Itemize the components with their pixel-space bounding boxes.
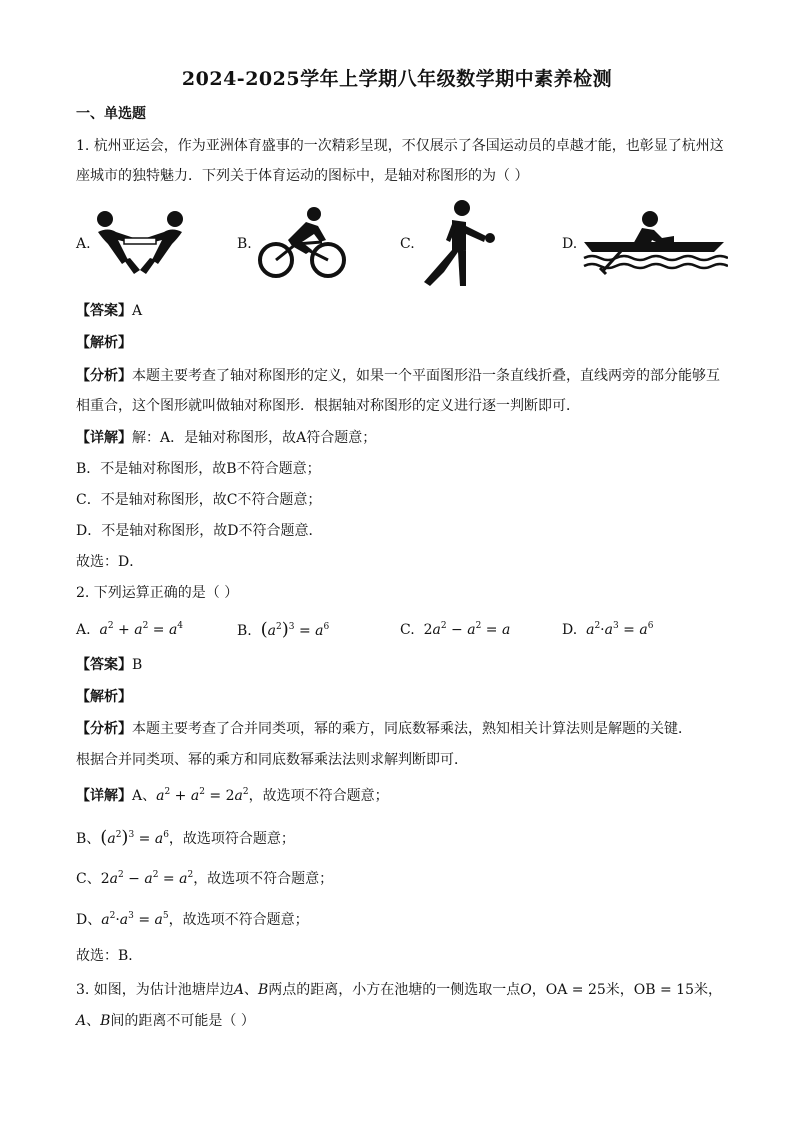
q2-detail-a: 【详解】A、$a^2 + a^2 = 2a^2$，故选项不符合题意； [76, 787, 389, 804]
xiangjie-tag: 【详解】 [76, 430, 132, 446]
detail-text: ，故选项不符合题意； [248, 788, 389, 804]
q2-option-c: C. $2a^2 - a^2 = a$ [400, 621, 511, 638]
q1-detail-line1 [76, 428, 376, 448]
q1-fenxi-line2: 相重合，这个图形就叫做轴对称图形．根据轴对称图形的定义进行逐一判断即可． [76, 398, 580, 414]
detail-text: ，故选项不符合题意； [168, 912, 309, 928]
detail-text: 解：A．是轴对称图形，故A符合题意； [132, 430, 377, 446]
fenxi-tag: 【分析】 [76, 368, 132, 384]
detail-text: ，故选项不符合题意； [193, 871, 334, 887]
q2-answer [76, 655, 142, 675]
q2-fenxi-line1 [76, 719, 692, 739]
q2-option-d: D. $a^2\cdot a^3 = a^6$ [562, 621, 654, 638]
q2-stem: 2. 下列运算正确的是（ ） [76, 585, 239, 601]
q2-analysis-tag: 【解析】 [76, 689, 132, 705]
answer-value: A [132, 303, 143, 319]
q1-analysis-tag: 【解析】 [76, 335, 132, 351]
answer-tag: 【答案】 [76, 303, 132, 319]
q2-option-a: A. $a^2 + a^2 = a^4$ [76, 621, 184, 638]
handball-icon [420, 200, 496, 288]
fenxi-text: 本题主要考查了轴对称图形的定义，如果一个平面图形沿一条直线折叠，直线两旁的部分能够互 [132, 368, 720, 384]
fenxi-tag: 【分析】 [76, 721, 132, 737]
q1-option-b-label: B. [237, 236, 252, 252]
q3-stem-line2: A、B间的距离不可能是（ ） [76, 1013, 255, 1029]
detail-text: ，故选项符合题意； [168, 831, 295, 847]
q1-option-c-label: C. [400, 236, 415, 252]
q1-option-d-label: D. [562, 236, 578, 252]
q2-option-b: B. $(a^2)^3 = a^6$ [237, 619, 330, 640]
q1-option-a-label: A. [76, 236, 91, 252]
canoeing-icon [582, 210, 728, 276]
answer-value: B [132, 657, 143, 673]
q2-detail-b: B、$(a^2)^3 = a^6$，故选项符合题意； [76, 827, 295, 848]
q1-fenxi-line1 [76, 366, 720, 386]
xiangjie-tag: 【详解】 [76, 788, 132, 804]
q1-stem-line1: 1. 杭州亚运会，作为亚洲体育盛事的一次精彩呈现，不仅展示了各国运动员的卓越才能，也彰显了杭州这 [76, 138, 724, 154]
q1-choose: 故选：D． [76, 554, 144, 570]
q1-detail-line4: D．不是轴对称图形，故D不符合题意． [76, 523, 323, 539]
q2-detail-d: D、$a^2\cdot a^3 = a^5$，故选项不符合题意； [76, 911, 309, 928]
page-title: 2024-2025学年上学期八年级数学期中素养检测 [181, 68, 613, 90]
q1-detail-line3: C．不是轴对称图形，故C不符合题意； [76, 492, 322, 508]
q2-fenxi-line2: 根据合并同类项、幂的乘方和同底数幂乘法法则求解判断即可． [76, 752, 468, 768]
fenxi-text: 本题主要考查了合并同类项，幂的乘方，同底数幂乘法，熟知相关计算法则是解题的关键． [132, 721, 692, 737]
section-heading: 一、单选题 [76, 106, 146, 122]
q2-detail-c: C、$2a^2 - a^2 = a^2$，故选项不符合题意； [76, 870, 334, 887]
q1-detail-line2: B．不是轴对称图形，故B不符合题意； [76, 461, 321, 477]
answer-tag: 【答案】 [76, 657, 132, 673]
rowing-icon [94, 210, 186, 276]
q1-stem-line2: 座城市的独特魅力．下列关于体育运动的图标中，是轴对称图形的为（ ） [76, 168, 529, 184]
q2-choose: 故选：B． [76, 948, 143, 964]
cycling-icon [256, 206, 350, 278]
q3-stem-line1: 3. 如图，为估计池塘岸边A、B两点的距离，小方在池塘的一侧选取一点O，OA = 25米，OB = 15米， [76, 982, 722, 998]
q1-answer [76, 301, 142, 321]
